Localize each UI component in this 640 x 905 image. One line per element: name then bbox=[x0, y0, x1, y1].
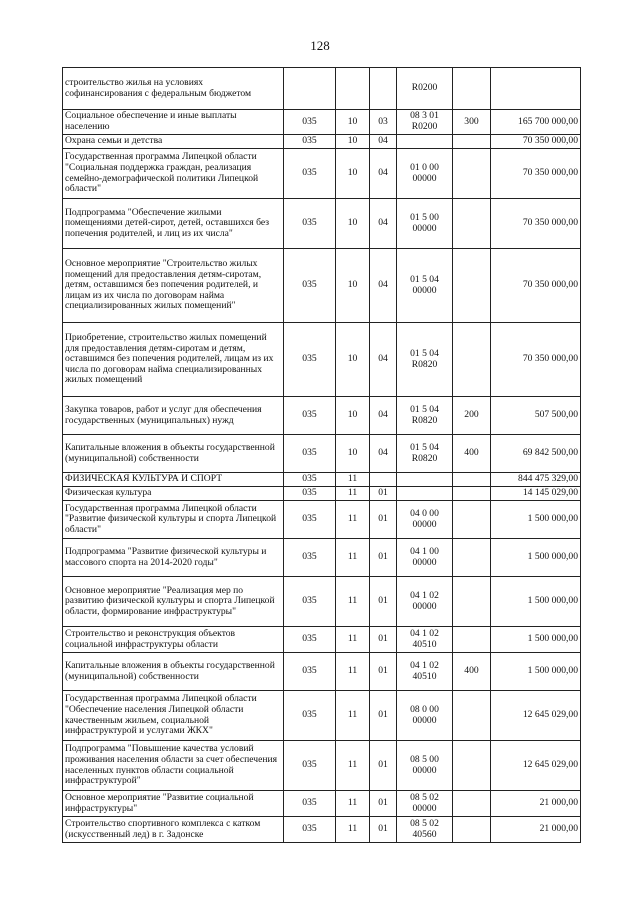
cell-name: Физическая культура bbox=[63, 487, 284, 501]
cell-pr: 01 bbox=[370, 741, 397, 791]
table-row bbox=[63, 627, 581, 653]
cell-rz: 10 bbox=[336, 397, 370, 435]
cell-rz: 11 bbox=[336, 691, 370, 741]
cell-sum: 12 645 029,00 bbox=[491, 741, 581, 791]
cell-rz: 10 bbox=[336, 199, 370, 249]
table-row bbox=[63, 473, 581, 487]
cell-rz: 11 bbox=[336, 817, 370, 843]
cell-rz: 11 bbox=[336, 741, 370, 791]
cell-vr bbox=[453, 149, 491, 199]
cell-name: Основное мероприятие "Реализация мер по развитию физической культуры и спорта Липецкой области, формирование инфраструктуры" bbox=[63, 577, 284, 627]
cell-sum: 21 000,00 bbox=[491, 791, 581, 817]
cell-sum: 70 350 000,00 bbox=[491, 249, 581, 323]
cell-name: Государственная программа Липецкой области "Развитие физической культуры и спорта Липецкой области" bbox=[63, 501, 284, 539]
table-row bbox=[63, 539, 581, 577]
cell-vr: 400 bbox=[453, 435, 491, 473]
cell-name: Капитальные вложения в объекты государственной (муниципальной) собственности bbox=[63, 653, 284, 691]
cell-sum: 1 500 000,00 bbox=[491, 501, 581, 539]
cell-name: Основное мероприятие "Развитие социальной инфраструктуры" bbox=[63, 791, 284, 817]
cell-name: Строительство спортивного комплекса с катком (искусственный лед) в г. Задонске bbox=[63, 817, 284, 843]
cell-rz: 11 bbox=[336, 473, 370, 487]
cell-name: Подпрограмма "Обеспечение жилыми помещениями детей-сирот, детей, оставшихся без попечения родителей, и лиц из их числа" bbox=[63, 199, 284, 249]
cell-sum: 1 500 000,00 bbox=[491, 577, 581, 627]
cell-pr: 01 bbox=[370, 501, 397, 539]
cell-gr: 035 bbox=[284, 249, 336, 323]
cell-vr bbox=[453, 249, 491, 323]
cell-sum: 507 500,00 bbox=[491, 397, 581, 435]
cell-csr: 08 5 02 40560 bbox=[397, 817, 453, 843]
table-row bbox=[63, 577, 581, 627]
cell-name: Основное мероприятие "Строительство жилых помещений для предоставления детям-сиротам, детям, оставшимся без попечения родителей, и лицам из их числа по договорам найма специализированных жилых помещений" bbox=[63, 249, 284, 323]
cell-pr: 04 bbox=[370, 323, 397, 397]
cell-csr: 04 1 00 00000 bbox=[397, 539, 453, 577]
cell-csr: 04 0 00 00000 bbox=[397, 501, 453, 539]
cell-gr: 035 bbox=[284, 817, 336, 843]
cell-rz: 11 bbox=[336, 487, 370, 501]
cell-csr: 08 5 00 00000 bbox=[397, 741, 453, 791]
cell-pr: 01 bbox=[370, 691, 397, 741]
cell-vr bbox=[453, 501, 491, 539]
cell-csr: 01 5 04 R0820 bbox=[397, 435, 453, 473]
table-row bbox=[63, 110, 581, 135]
cell-rz bbox=[336, 68, 370, 110]
cell-gr: 035 bbox=[284, 741, 336, 791]
cell-rz: 10 bbox=[336, 110, 370, 135]
cell-name: Социальное обеспечение и иные выплаты населению bbox=[63, 110, 284, 135]
cell-sum: 14 145 029,00 bbox=[491, 487, 581, 501]
cell-csr: 01 5 00 00000 bbox=[397, 199, 453, 249]
cell-gr bbox=[284, 68, 336, 110]
cell-vr bbox=[453, 627, 491, 653]
cell-vr bbox=[453, 577, 491, 627]
cell-sum: 1 500 000,00 bbox=[491, 539, 581, 577]
cell-gr: 035 bbox=[284, 539, 336, 577]
cell-rz: 10 bbox=[336, 323, 370, 397]
cell-pr: 04 bbox=[370, 397, 397, 435]
cell-name: ФИЗИЧЕСКАЯ КУЛЬТУРА И СПОРТ bbox=[63, 473, 284, 487]
table-row bbox=[63, 249, 581, 323]
table-row bbox=[63, 135, 581, 149]
cell-csr: R0200 bbox=[397, 68, 453, 110]
cell-vr bbox=[453, 135, 491, 149]
cell-name: Приобретение, строительство жилых помещений для предоставления детям-сиротам и детям, оставшимся без попечения родителей, лицам из их числа по договорам найма специализированных жилых помещений bbox=[63, 323, 284, 397]
table-row bbox=[63, 791, 581, 817]
cell-gr: 035 bbox=[284, 135, 336, 149]
cell-sum: 70 350 000,00 bbox=[491, 135, 581, 149]
cell-gr: 035 bbox=[284, 397, 336, 435]
cell-name: Подпрограмма "Развитие физической культуры и массового спорта на 2014-2020 годы" bbox=[63, 539, 284, 577]
cell-csr: 08 5 02 00000 bbox=[397, 791, 453, 817]
cell-vr bbox=[453, 473, 491, 487]
cell-pr: 01 bbox=[370, 791, 397, 817]
table-row bbox=[63, 149, 581, 199]
cell-csr bbox=[397, 135, 453, 149]
cell-sum: 1 500 000,00 bbox=[491, 627, 581, 653]
table-row bbox=[63, 68, 581, 110]
cell-vr bbox=[453, 691, 491, 741]
cell-csr: 01 5 04 R0820 bbox=[397, 323, 453, 397]
cell-vr: 400 bbox=[453, 653, 491, 691]
cell-vr bbox=[453, 68, 491, 110]
cell-name: Государственная программа Липецкой области "Обеспечение населения Липецкой области качественным жильем, социальной инфраструктурой и услугами ЖКХ" bbox=[63, 691, 284, 741]
cell-vr bbox=[453, 199, 491, 249]
page-number: 128 bbox=[310, 38, 330, 53]
cell-csr bbox=[397, 487, 453, 501]
cell-sum: 70 350 000,00 bbox=[491, 199, 581, 249]
cell-pr: 04 bbox=[370, 249, 397, 323]
cell-vr bbox=[453, 539, 491, 577]
cell-pr: 01 bbox=[370, 539, 397, 577]
cell-vr: 200 bbox=[453, 397, 491, 435]
cell-gr: 035 bbox=[284, 653, 336, 691]
cell-pr bbox=[370, 473, 397, 487]
budget-table bbox=[62, 67, 581, 843]
cell-rz: 11 bbox=[336, 653, 370, 691]
cell-pr: 01 bbox=[370, 817, 397, 843]
cell-csr: 01 5 04 00000 bbox=[397, 249, 453, 323]
table-row bbox=[63, 397, 581, 435]
cell-gr: 035 bbox=[284, 199, 336, 249]
cell-sum: 844 475 329,00 bbox=[491, 473, 581, 487]
cell-name: Подпрограмма "Повышение качества условий проживания населения области за счет обеспечения населенных пунктов области социальной инфраструктурой" bbox=[63, 741, 284, 791]
cell-pr: 01 bbox=[370, 487, 397, 501]
table-row bbox=[63, 501, 581, 539]
cell-gr: 035 bbox=[284, 691, 336, 741]
cell-csr: 04 1 02 40510 bbox=[397, 627, 453, 653]
table-row bbox=[63, 741, 581, 791]
cell-gr: 035 bbox=[284, 791, 336, 817]
cell-rz: 10 bbox=[336, 149, 370, 199]
cell-sum: 70 350 000,00 bbox=[491, 323, 581, 397]
cell-sum: 69 842 500,00 bbox=[491, 435, 581, 473]
cell-rz: 10 bbox=[336, 435, 370, 473]
cell-gr: 035 bbox=[284, 577, 336, 627]
cell-name: Капитальные вложения в объекты государственной (муниципальной) собственности bbox=[63, 435, 284, 473]
cell-csr: 08 3 01 R0200 bbox=[397, 110, 453, 135]
cell-pr bbox=[370, 68, 397, 110]
cell-gr: 035 bbox=[284, 435, 336, 473]
cell-pr: 04 bbox=[370, 149, 397, 199]
cell-csr: 08 0 00 00000 bbox=[397, 691, 453, 741]
cell-rz: 10 bbox=[336, 135, 370, 149]
cell-name: строительство жилья на условиях софинансирования с федеральным бюджетом bbox=[63, 68, 284, 110]
cell-rz: 11 bbox=[336, 791, 370, 817]
table-row bbox=[63, 691, 581, 741]
cell-rz: 10 bbox=[336, 249, 370, 323]
cell-vr bbox=[453, 323, 491, 397]
cell-sum: 21 000,00 bbox=[491, 817, 581, 843]
cell-csr: 04 1 02 40510 bbox=[397, 653, 453, 691]
table-row bbox=[63, 817, 581, 843]
cell-gr: 035 bbox=[284, 627, 336, 653]
cell-name: Строительство и реконструкция объектов социальной инфраструктуры области bbox=[63, 627, 284, 653]
cell-sum: 12 645 029,00 bbox=[491, 691, 581, 741]
cell-pr: 04 bbox=[370, 435, 397, 473]
table-row bbox=[63, 653, 581, 691]
cell-vr: 300 bbox=[453, 110, 491, 135]
cell-vr bbox=[453, 817, 491, 843]
cell-gr: 035 bbox=[284, 487, 336, 501]
cell-gr: 035 bbox=[284, 501, 336, 539]
table-row bbox=[63, 487, 581, 501]
cell-gr: 035 bbox=[284, 110, 336, 135]
cell-pr: 03 bbox=[370, 110, 397, 135]
cell-vr bbox=[453, 791, 491, 817]
cell-rz: 11 bbox=[336, 539, 370, 577]
cell-name: Государственная программа Липецкой области "Социальная поддержка граждан, реализация семейно-демографической политики Липецкой области" bbox=[63, 149, 284, 199]
table-row bbox=[63, 323, 581, 397]
cell-pr: 01 bbox=[370, 653, 397, 691]
cell-sum bbox=[491, 68, 581, 110]
cell-csr: 04 1 02 00000 bbox=[397, 577, 453, 627]
cell-gr: 035 bbox=[284, 473, 336, 487]
cell-gr: 035 bbox=[284, 323, 336, 397]
cell-pr: 04 bbox=[370, 135, 397, 149]
cell-sum: 165 700 000,00 bbox=[491, 110, 581, 135]
cell-pr: 01 bbox=[370, 627, 397, 653]
cell-rz: 11 bbox=[336, 577, 370, 627]
cell-vr bbox=[453, 741, 491, 791]
cell-pr: 01 bbox=[370, 577, 397, 627]
table-row bbox=[63, 199, 581, 249]
cell-name: Охрана семьи и детства bbox=[63, 135, 284, 149]
cell-rz: 11 bbox=[336, 627, 370, 653]
cell-name: Закупка товаров, работ и услуг для обеспечения государственных (муниципальных) нужд bbox=[63, 397, 284, 435]
cell-csr: 01 0 00 00000 bbox=[397, 149, 453, 199]
table-row bbox=[63, 435, 581, 473]
cell-rz: 11 bbox=[336, 501, 370, 539]
cell-csr bbox=[397, 473, 453, 487]
cell-sum: 1 500 000,00 bbox=[491, 653, 581, 691]
cell-sum: 70 350 000,00 bbox=[491, 149, 581, 199]
cell-csr: 01 5 04 R0820 bbox=[397, 397, 453, 435]
cell-vr bbox=[453, 487, 491, 501]
cell-gr: 035 bbox=[284, 149, 336, 199]
cell-pr: 04 bbox=[370, 199, 397, 249]
